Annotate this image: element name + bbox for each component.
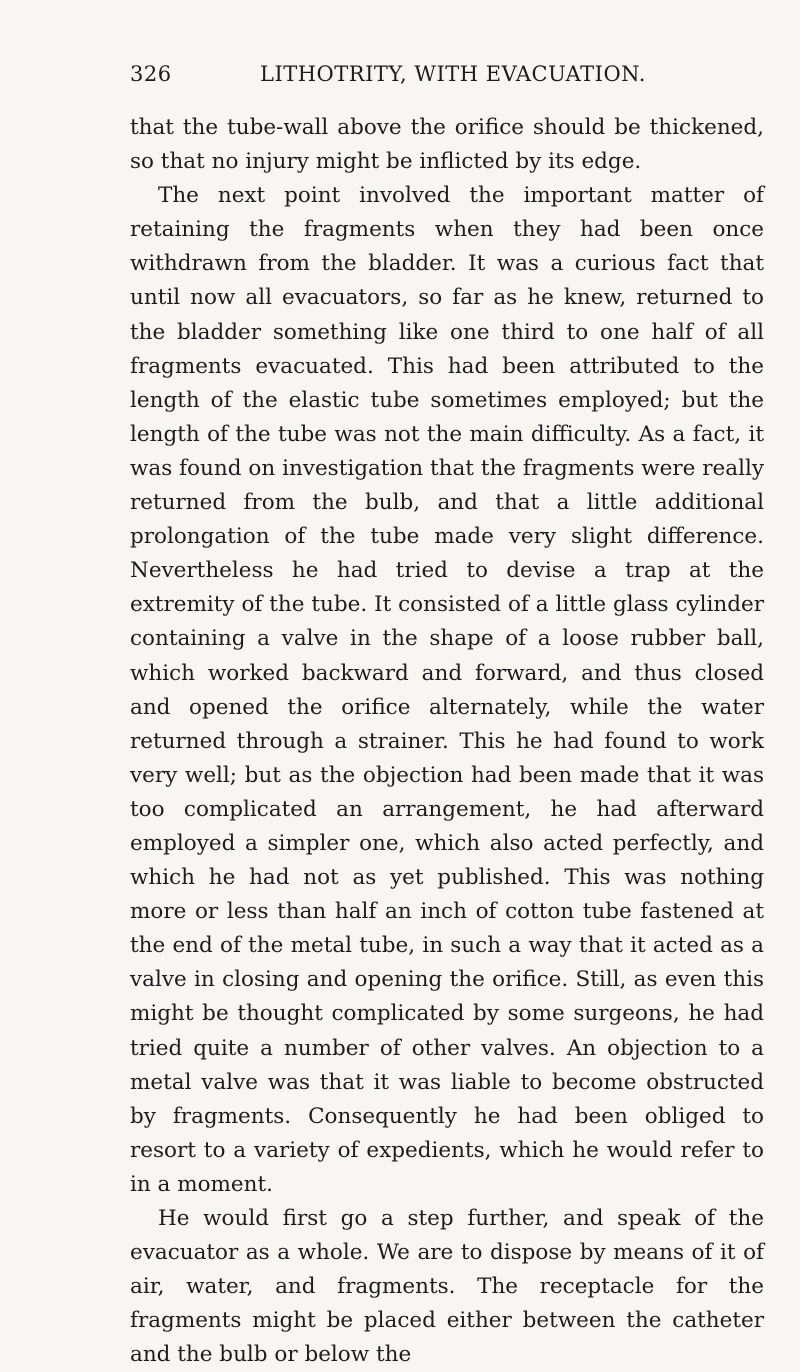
- running-title: LITHOTRITY, WITH EVACUATION.: [260, 62, 646, 86]
- page-number: 326: [130, 62, 172, 86]
- paragraph: He would first go a step further, and speak of the evacuator as a whole. We are to dispose by means of it of air, water, and fragments. The receptacle for the fragments might be placed either between the catheter and the bulb or below the: [130, 1206, 764, 1368]
- paragraph: The next point involved the important matter of retaining the fragments when they had been once withdrawn from the bladder. It was a curious fact that until now all evacuators, so far as he knew, returned to the bladder something like one third to one half of all fragments evacuated. This had been attributed to the length of the elastic tube sometimes employed; but the length of the tube was not the main difficulty. As a fact, it was found on investigation that the fragments were really returned from the bulb, and that a little additional prolongation of the tube made very slight difference. Nevertheless he had tried to devise a trap at the extremity of the tube. It consisted of a little glass cylinder containing a valve in the shape of a loose rubber ball, which worked backward and forward, and thus closed and opened the orifice alternately, while the water returned through a strainer. This he had found to work very well; but as the objection had been made that it was too complicated an arrangement, he had afterward employed a simpler one, which also acted perfectly, and which he had not as yet published. This was nothing more or less than half an inch of cotton tube fastened at the end of the metal tube, in such a way that it acted as a valve in closing and opening the orifice. Still, as even this might be thought complicated by some surgeons, he had tried quite a number of other valves. An objection to a metal valve was that it was liable to become obstructed by fragments. Consequently he had been obliged to resort to a variety of expedients, which he would refer to in a moment.: [130, 183, 764, 1197]
- running-head: [130, 62, 750, 92]
- paragraph-continued: that the tube-wall above the orifice should be thickened, so that no injury might be inflicted by its edge.: [130, 115, 764, 175]
- body-text: [130, 111, 764, 1372]
